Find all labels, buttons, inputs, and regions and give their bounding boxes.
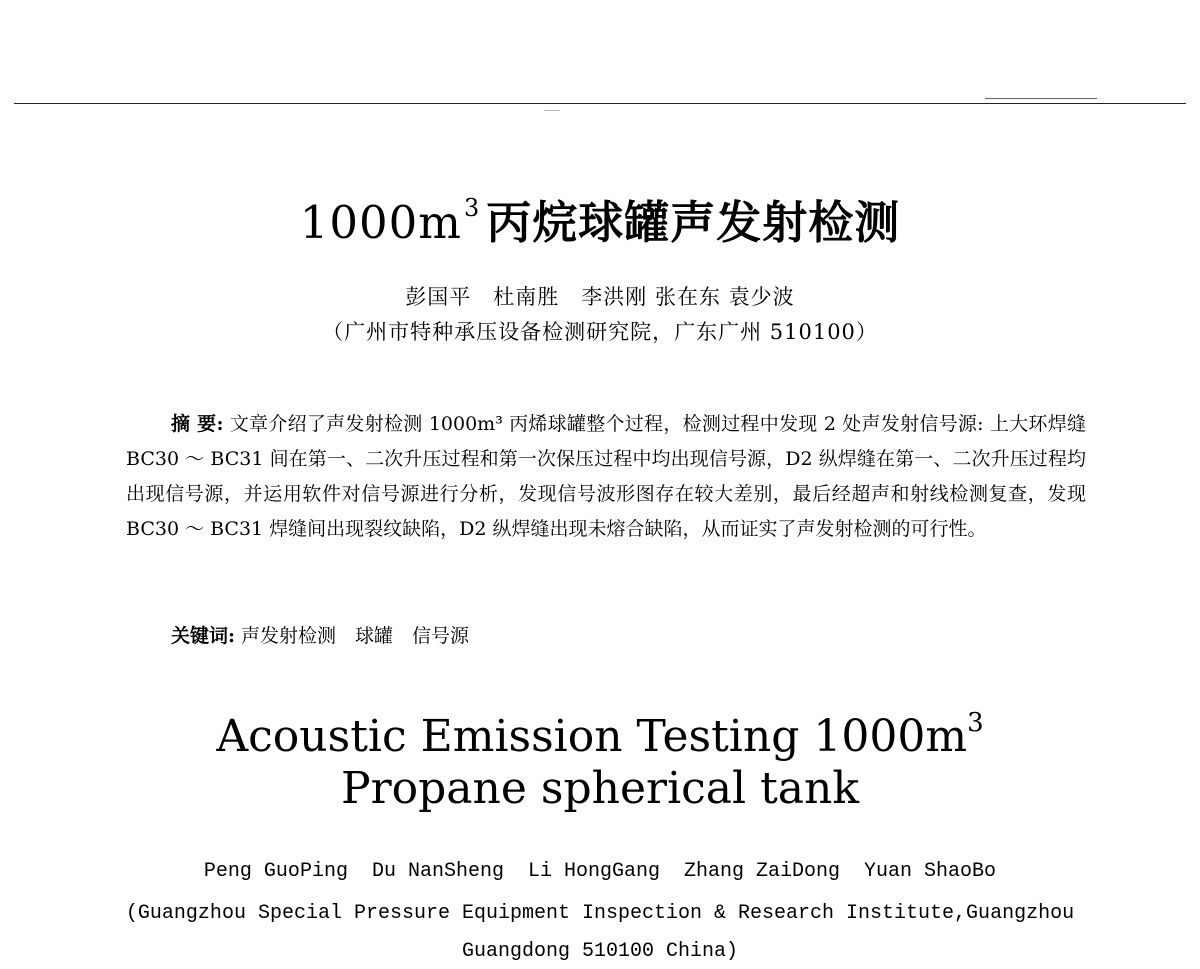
header-rule [14, 103, 1186, 104]
paper-title-en-line1-text: Acoustic Emission Testing 1000m [216, 711, 968, 762]
abstract-label: 摘 要: [171, 413, 224, 435]
paper-title-cn-text: 丙烷球罐声发射检测 [486, 196, 901, 249]
authors-en: Peng GuoPing Du NanSheng Li HongGang Zhang ZaiDong Yuan ShaoBo [203, 860, 997, 883]
header-rule-tick [544, 110, 560, 111]
paper-title-en-superscript: 3 [967, 708, 984, 738]
affiliation-cn: （广州市特种承压设备检测研究院，广东广州 510100） [322, 320, 878, 344]
header-rule-short [985, 98, 1097, 99]
affiliation-en-line1: (Guangzhou Special Pressure Equipment Inspection & Research Institute,Guangzhou [125, 902, 1075, 925]
keywords-cn [171, 619, 469, 654]
affiliation-en-line2: Guangdong 510100 China) [461, 940, 739, 963]
paper-title-cn-prefix: 1000m [299, 196, 462, 249]
authors-cn: 彭国平 杜南胜 李洪刚 张在东 袁少波 [405, 285, 795, 309]
keywords-text: 声发射检测 球罐 信号源 [235, 625, 470, 647]
paper-title-cn [0, 178, 1200, 253]
paper-title-cn-superscript: 3 [463, 194, 481, 222]
abstract-text: 文章介绍了声发射检测 1000m³ 丙烯球罐整个过程，检测过程中发现 2 处声发射信号源: 上大环焊缝 BC30 ～ BC31 间在第一、二次升压过程和第一次保压过程中均出现信号源，D2 纵焊缝在第一、二次升压过程均出现信号源，并运用软件对信号源进行分析，发现信号波形图存在较大差别，最后经超声和射线检测复查，发现 BC30 ～ BC31 焊缝间出现裂纹缺陷，D2 纵焊缝出现未熔合缺陷，从而证实了声发射检测的可行性。 [126, 413, 1086, 540]
paper-title-en-line1 [0, 697, 1200, 763]
paper-title-en-line2: Propane spherical tank [341, 763, 859, 814]
paper-title-en [0, 697, 1200, 815]
abstract-cn [126, 407, 1086, 547]
keywords-label: 关键词: [171, 625, 236, 647]
